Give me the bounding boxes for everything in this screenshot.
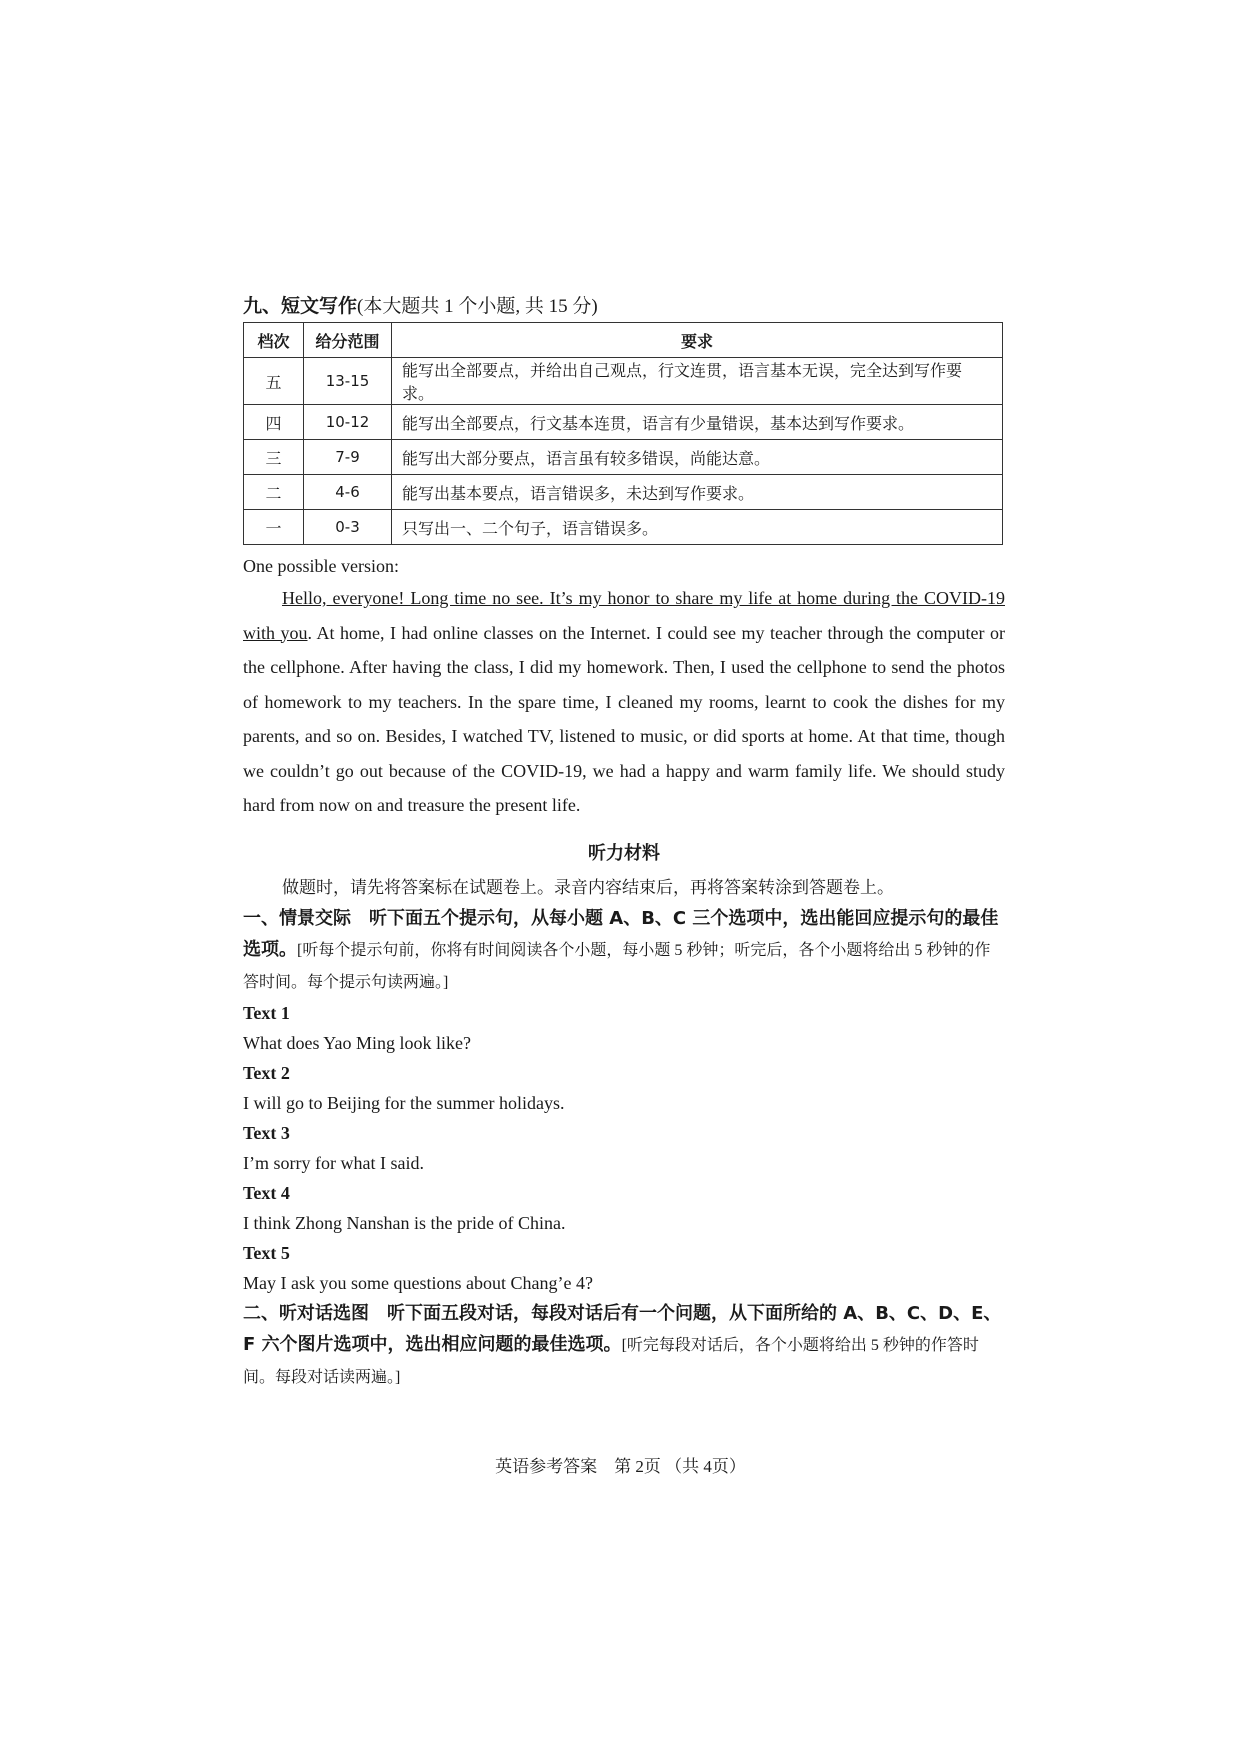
page-footer: 英语参考答案 第 2页 （共 4页）: [495, 1457, 746, 1476]
essay-underlined-sentence: Hello, everyone! Long time no see. It’s my honor to share my life at home during the COVID-19 with you: [243, 588, 1005, 643]
text-line: What does Yao Ming look like?: [243, 1032, 471, 1053]
listening-instruction: 做题时，请先将答案标在试题卷上。录音内容结束后，再将答案转涂到答题卷上。: [282, 877, 894, 897]
rubric-header-level: 档次: [244, 323, 304, 358]
rubric-score: 13-15: [304, 358, 392, 405]
essay-body: . At home, I had online classes on the Internet. I could see my teacher through the computer or the cellphone. After having the class, I did my homework. Then, I used the cellphone to send the photos of homework to my teachers. In the spare time, I cleaned my rooms, learnt to cook the dishes for my parents, and so on. Besides, I watched TV, listened to music, or did sports at home. At that time, though we couldn’t go out because of the COVID-19, we had a happy and warm family life. We should study hard from now on and treasure the present life.: [243, 622, 1005, 815]
rubric-requirement: 能写出全部要点，行文基本连贯，语言有少量错误，基本达到写作要求。: [392, 405, 1003, 440]
text-line: May I ask you some questions about Chang’e 4?: [243, 1272, 593, 1293]
rubric-level: 五: [244, 358, 304, 405]
text-line: I will go to Beijing for the summer holidays.: [243, 1092, 565, 1113]
text-label: Text 4: [243, 1182, 290, 1203]
rubric-score: 10-12: [304, 405, 392, 440]
table-row: [244, 510, 1003, 545]
rubric-level: 四: [244, 405, 304, 440]
text-line: I think Zhong Nanshan is the pride of China.: [243, 1212, 566, 1233]
table-row: [244, 405, 1003, 440]
part1-instructions: [243, 903, 1005, 998]
section9-heading: 九、短文写作: [243, 295, 358, 317]
rubric-score: 4-6: [304, 475, 392, 510]
rubric-requirement: 能写出全部要点，并给出自己观点，行文连贯，语言基本无误，完全达到写作要求。: [392, 358, 1003, 405]
sample-essay-label: One possible version:: [243, 556, 399, 576]
table-row: [244, 440, 1003, 475]
rubric-requirement: 只写出一、二个句子，语言错误多。: [392, 510, 1003, 545]
rubric-header-requirement: 要求: [392, 323, 1003, 358]
rubric-header-score: 给分范围: [304, 323, 392, 358]
part2-instructions: [243, 1298, 1005, 1393]
rubric-score: 7-9: [304, 440, 392, 475]
answer-page: [243, 290, 1005, 1393]
part2-heading: 二、听对话选图 听下面五段对话，每段对话后有一个问题，从下面所给的 A、B、C、D、E、F 六个图片选项中，选出相应问题的最佳选项。: [243, 1302, 1002, 1355]
sample-essay: [243, 581, 1005, 823]
listening-title: 听力材料: [588, 842, 660, 864]
part1-note: [听每个提示句前，你将有时间阅读各个小题，每小题 5 秒钟；听完后，各个小题将给出 5 秒钟的作答时间。每个提示句读两遍。]: [243, 941, 991, 991]
rubric-level: 二: [244, 475, 304, 510]
table-row: [244, 358, 1003, 405]
rubric-level: 一: [244, 510, 304, 545]
table-row: [244, 475, 1003, 510]
rubric-score: 0-3: [304, 510, 392, 545]
rubric-level: 三: [244, 440, 304, 475]
section9-title: [243, 290, 1005, 322]
part2-note: [听完每段对话后，各个小题将给出 5 秒钟的作答时间。每段对话读两遍。]: [243, 1336, 979, 1386]
text-label: Text 3: [243, 1122, 290, 1143]
text-label: Text 1: [243, 1002, 290, 1023]
text-label: Text 5: [243, 1242, 290, 1263]
part1-heading: 一、情景交际 听下面五个提示句，从每小题 A、B、C 三个选项中，选出能回应提示句的最佳选项。: [243, 907, 999, 960]
rubric-table: [243, 322, 1003, 545]
text-line: I’m sorry for what I said.: [243, 1152, 424, 1173]
listening-texts: [243, 998, 1005, 1298]
rubric-requirement: 能写出基本要点，语言错误多，未达到写作要求。: [392, 475, 1003, 510]
section9-note: (本大题共 1 个小题, 共 15 分): [357, 296, 598, 317]
text-label: Text 2: [243, 1062, 290, 1083]
rubric-header-row: [244, 323, 1003, 358]
rubric-requirement: 能写出大部分要点，语言虽有较多错误，尚能达意。: [392, 440, 1003, 475]
